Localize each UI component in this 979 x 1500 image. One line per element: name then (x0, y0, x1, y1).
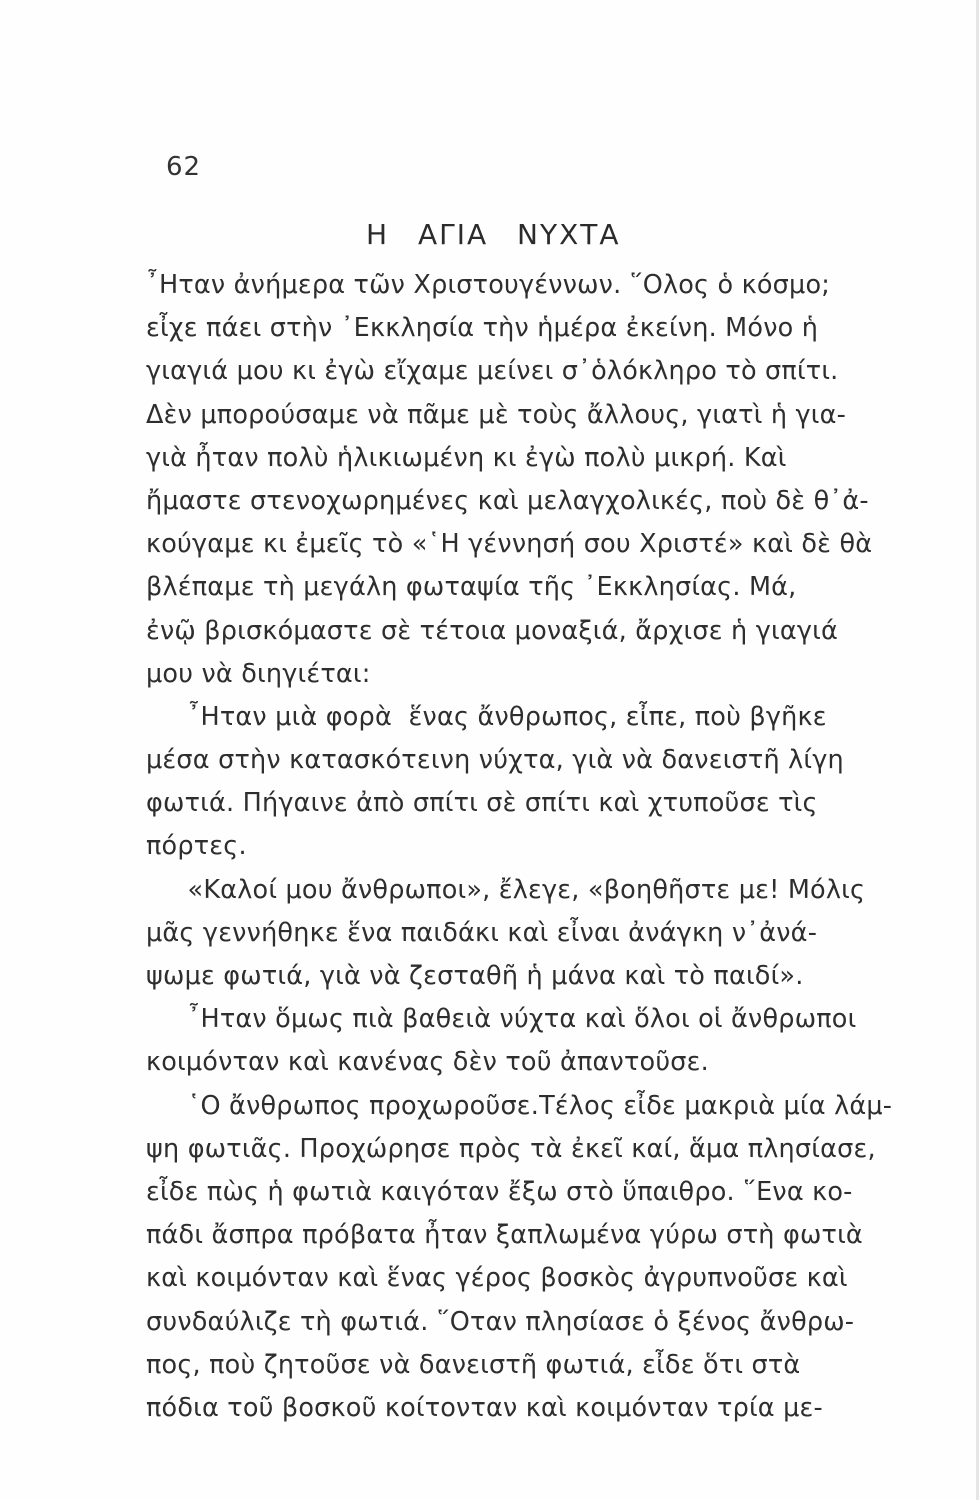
text-line: καὶ κοιμόνταν καὶ ἕνας γέρος βοσκὸς ἀγρυπνοῦσε καὶ (146, 1263, 848, 1294)
text-line: εἶδε πὼς ἡ φωτιὰ καιγόταν ἔξω στὸ ὕπαιθρο. ῞Ενα κο- (146, 1176, 853, 1207)
chapter-title: Η ΑΓΙΑ ΝΥΧΤΑ (366, 218, 621, 251)
text-line: ῾Ο ἄνθρωπος προχωροῦσε.Τέλος εἶδε μακριὰ μία λάμ- (146, 1090, 893, 1121)
page-number: 62 (166, 152, 202, 182)
text-line: ἐνῷ βρισκόμαστε σὲ τέτοια μοναξιά, ἄρχισε ἡ γιαγιά (146, 615, 838, 646)
text-line: ἤμαστε στενοχωρημένες καὶ μελαγχολικές, ποὺ δὲ θ᾿ἀ- (146, 485, 869, 516)
text-line: κούγαμε κι ἐμεῖς τὸ «῾Η γέννησή σου Χριστέ» καὶ δὲ θὰ (146, 529, 873, 560)
text-line: πόρτες. (146, 831, 247, 862)
text-line: «Καλοί μου ἄνθρωποι», ἔλεγε, «βοηθῆστε με! Μόλις (146, 874, 866, 905)
text-line: μᾶς γεννήθηκε ἕνα παιδάκι καὶ εἶναι ἀνάγκη ν᾿ἀνά- (146, 917, 818, 948)
body-text (146, 264, 946, 1430)
text-line: Δὲν μπορούσαμε νὰ πᾶμε μὲ τοὺς ἄλλους, γιατὶ ἡ για- (146, 399, 847, 430)
text-line: ῏Ηταν ἀνήμερα τῶν Χριστουγέννων. ῞Ολος ὁ κόσμο; (146, 270, 831, 300)
text-line: μέσα στὴν κατασκότεινη νύχτα, γιὰ νὰ δανειστῆ λίγη (146, 745, 844, 776)
text-line: ψη φωτιᾶς. Προχώρησε πρὸς τὰ ἐκεῖ καί, ἅμα πλησίασε, (146, 1133, 876, 1164)
text-line: ῏Ηταν μιὰ φορὰ ἕνας ἄνθρωπος, εἶπε, ποὺ βγῆκε (146, 701, 827, 732)
text-line: βλέπαμε τὴ μεγάλη φωταψία τῆς ᾿Εκκλησίας. Μά, (146, 572, 797, 603)
text-line: ψωμε φωτιά, γιὰ νὰ ζεσταθῆ ἡ μάνα καὶ τὸ παιδί». (146, 961, 804, 991)
text-line: συνδαύλιζε τὴ φωτιά. ῞Οταν πλησίασε ὁ ξένος ἄνθρω- (146, 1306, 855, 1337)
text-line: πος, ποὺ ζητοῦσε νὰ δανειστῆ φωτιά, εἶδε ὅτι στὰ (146, 1349, 801, 1380)
text-line: κοιμόνταν καὶ κανένας δὲν τοῦ ἀπαντοῦσε. (146, 1047, 709, 1078)
text-line: εἶχε πάει στὴν ᾿Εκκλησία τὴν ἡμέρα ἐκείνη. Μόνο ἡ (146, 313, 819, 344)
text-line: πόδια τοῦ βοσκοῦ κοίτονταν καὶ κοιμόνταν τρία με- (146, 1392, 823, 1423)
text-line: φωτιά. Πήγαινε ἀπὸ σπίτι σὲ σπίτι καὶ χτυποῦσε τὶς (146, 788, 818, 819)
text-line: πάδι ἄσπρα πρόβατα ἦταν ξαπλωμένα γύρω στὴ φωτιὰ (146, 1220, 863, 1251)
text-line: γιαγιά μου κι ἐγὼ εἴχαμε μείνει σ᾿ὁλόκληρο τὸ σπίτι. (146, 356, 839, 387)
text-line: γιὰ ἦταν πολὺ ἡλικιωμένη κι ἐγὼ πολὺ μικρή. Καὶ (146, 442, 787, 473)
text-line: ῏Ηταν ὅμως πιὰ βαθειὰ νύχτα καὶ ὅλοι οἱ ἄνθρωποι (146, 1004, 857, 1035)
text-line: μου νὰ διηγιέται: (146, 658, 371, 689)
